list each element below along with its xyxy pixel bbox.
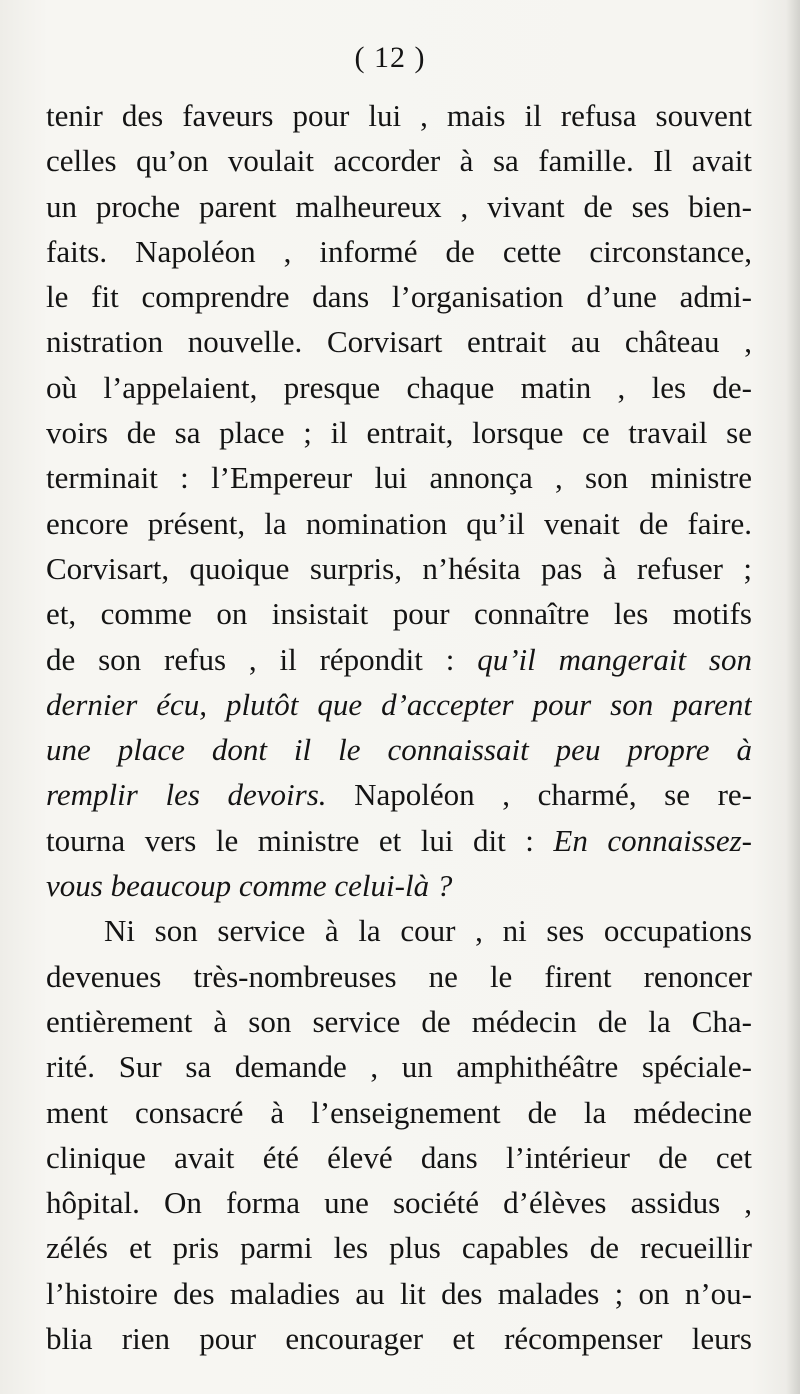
text-segment: Ni son service à la cour , ni ses occupations	[104, 913, 752, 949]
text-line	[46, 455, 752, 500]
text-line	[46, 908, 752, 953]
italic-text-segment: vous beaucoup comme celui-là ?	[46, 868, 453, 904]
text-line	[46, 546, 752, 591]
text-segment: Napoléon , charmé, se re-	[326, 777, 752, 813]
text-line	[46, 1135, 752, 1180]
page-number: ( 12 )	[354, 41, 426, 74]
text-segment: devenues très-nombreuses ne le firent renoncer	[46, 958, 752, 994]
text-line	[46, 591, 752, 636]
text-segment: ment consacré à l’enseignement de la médecine	[46, 1094, 752, 1130]
text-line	[46, 501, 752, 546]
text-segment: de son refus , il répondit :	[46, 641, 478, 677]
text-line	[46, 138, 752, 183]
text-line	[46, 410, 752, 455]
text-line	[46, 1180, 752, 1225]
text-segment: faits. Napoléon , informé de cette circonstance,	[46, 233, 752, 269]
text-line	[46, 954, 752, 999]
italic-text-segment: qu’il mangerait son	[477, 641, 752, 677]
text-segment: zélés et pris parmi les plus capables de recueillir	[46, 1230, 752, 1266]
text-line	[46, 1225, 752, 1270]
text-segment: rité. Sur sa demande , un amphithéâtre spéciale-	[46, 1049, 752, 1085]
text-segment: tenir des faveurs pour lui , mais il refusa souvent	[46, 98, 752, 133]
text-line	[46, 1271, 752, 1316]
body-text	[46, 93, 752, 1361]
text-line	[46, 93, 752, 138]
text-segment: terminait : l’Empereur lui annonça , son ministre	[46, 460, 752, 496]
page-edge-shadow	[786, 0, 800, 1394]
text-line	[46, 1316, 752, 1361]
text-line	[46, 772, 752, 817]
text-segment: celles qu’on voulait accorder à sa famille. Il avait	[46, 143, 752, 179]
text-segment: le fit comprendre dans l’organisation d’une admi-	[46, 279, 752, 315]
text-segment: l’histoire des maladies au lit des malades ; on n’ou-	[46, 1275, 752, 1311]
text-segment: Corvisart, quoique surpris, n’hésita pas à refuser ;	[46, 550, 752, 586]
text-segment: tourna vers le ministre et lui dit :	[46, 822, 554, 858]
text-segment: clinique avait été élevé dans l’intérieur de cet	[46, 1139, 752, 1175]
text-segment: un proche parent malheureux , vivant de ses bien-	[46, 188, 752, 224]
text-line	[46, 818, 752, 863]
text-line	[46, 229, 752, 274]
text-line	[46, 184, 752, 229]
text-line	[46, 1090, 752, 1135]
text-line	[46, 727, 752, 772]
text-line	[46, 863, 752, 908]
text-segment: où l’appelaient, presque chaque matin , les de-	[46, 369, 752, 405]
text-segment: nistration nouvelle. Corvisart entrait au château ,	[46, 324, 752, 360]
italic-text-segment: dernier écu, plutôt que d’accepter pour son parent	[46, 686, 752, 722]
text-segment: entièrement à son service de médecin de la Cha-	[46, 1003, 752, 1039]
italic-text-segment: une place dont il le connaissait peu propre à	[46, 732, 752, 768]
text-segment: blia rien pour encourager et récompenser leurs	[46, 1321, 752, 1357]
text-line	[46, 682, 752, 727]
text-segment: hôpital. On forma une société d’élèves assidus ,	[46, 1185, 752, 1221]
text-line	[46, 319, 752, 364]
italic-text-segment: remplir les devoirs.	[46, 777, 327, 813]
text-segment: et, comme on insistait pour connaître les motifs	[46, 596, 752, 632]
text-segment: encore présent, la nomination qu’il venait de faire.	[46, 505, 752, 541]
text-line	[46, 637, 752, 682]
text-line	[46, 274, 752, 319]
text-segment: voirs de sa place ; il entrait, lorsque ce travail se	[46, 415, 752, 451]
text-line	[46, 365, 752, 410]
text-line	[46, 1044, 752, 1089]
italic-text-segment: En connaissez-	[553, 822, 752, 858]
text-line	[46, 999, 752, 1044]
